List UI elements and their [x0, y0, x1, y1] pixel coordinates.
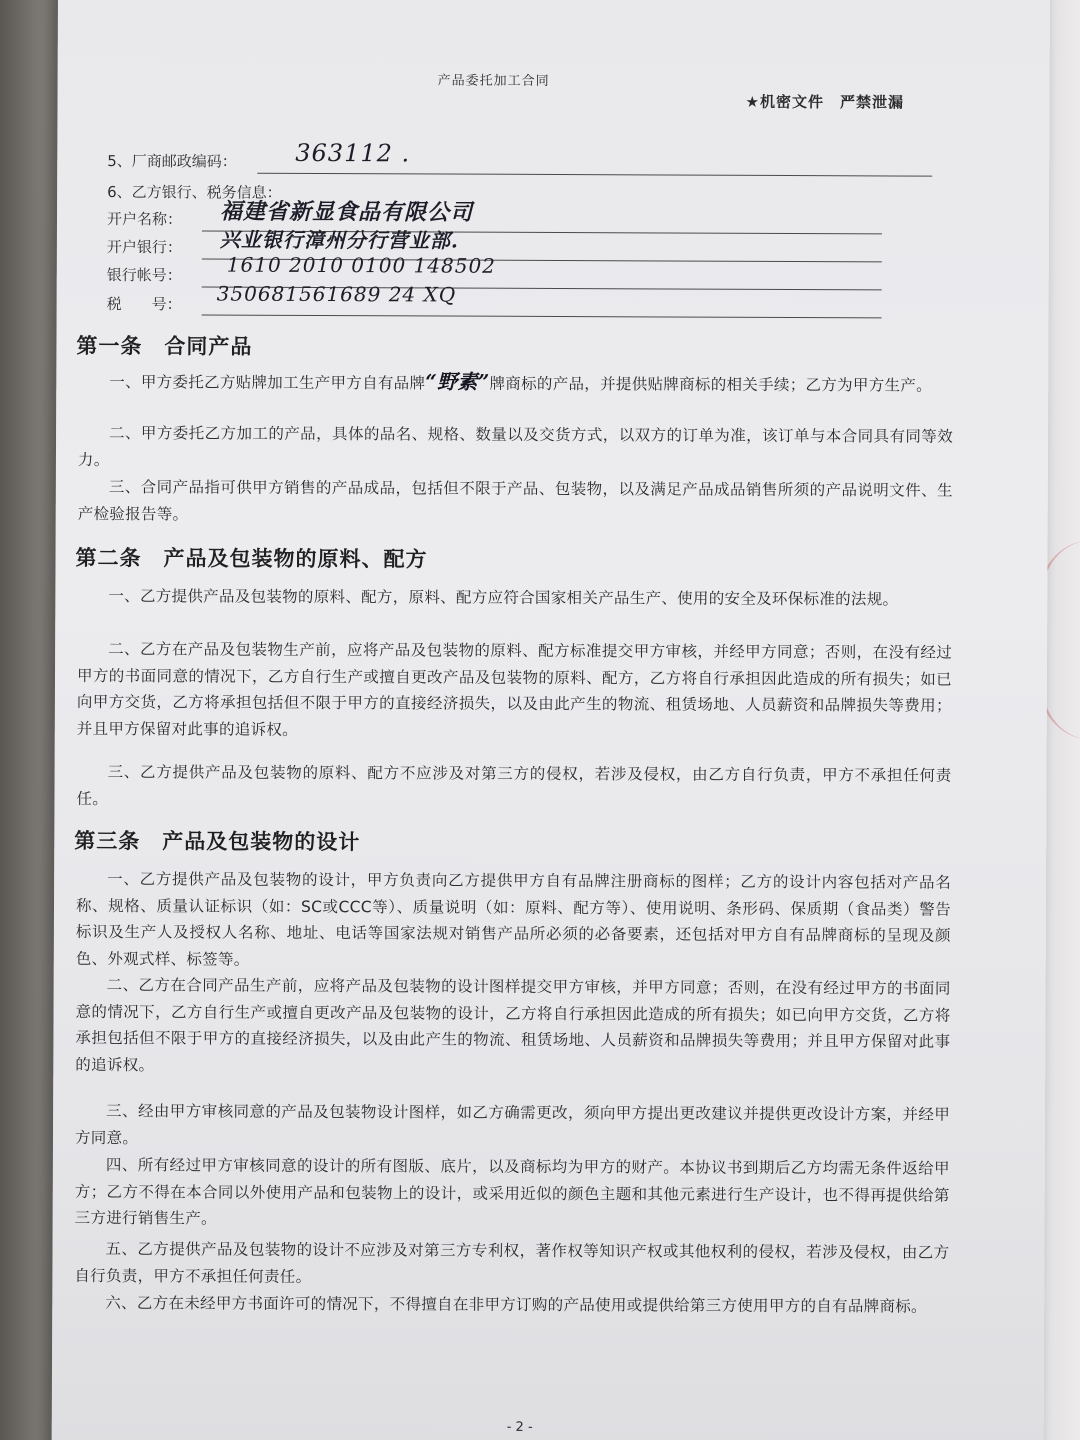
confidential-mark: ★机密文件 严禁泄漏 — [745, 92, 905, 112]
section-2-paragraph-2: 二、乙方在产品及包装物生产前，应将产品及包装物的原料、配方标准提交甲方审核，并经甲方同意；否则，在没有经过甲方的书面同意的情况下，乙方自行生产或擅自更改产品及包装物的原料、配方，乙方将自行承担因此造成的所有损失；如已向甲方交货，乙方将承担包括但不限于甲方的直接经济损失，以及由此产生的物流、租赁场地、人员薪资和品牌损失等费用；并且甲方保留对此事的追诉权。 — [76, 640, 953, 739]
section-3-paragraph-5: 五、乙方提供产品及包装物的设计不应涉及对第三方专利权，著作权等知识产权或其他权利的侵权，若涉及侵权，由乙方自行负责，甲方不承担任何责任。 — [74, 1240, 950, 1286]
bank-tax-heading: 6、乙方银行、税务信息： — [107, 183, 282, 202]
section-3-title: 第三条 产品及包装物的设计 — [74, 828, 361, 855]
postcode-value: 363112 . — [295, 138, 411, 168]
bank-label: 开户银行： — [106, 238, 182, 257]
account-name-label: 开户名称： — [106, 210, 183, 229]
section-1-paragraph-2: 二、甲方委托乙方加工的产品，具体的品名、规格、数量以及交货方式，以双方的订单为准，该订单与本合同具有同等效力。 — [77, 424, 954, 469]
tax-id-label: 税 号： — [106, 295, 182, 314]
section-3-paragraph-4: 四、所有经过甲方审核同意的设计的所有图版、底片，以及商标均为甲方的财产。本协议书到期后乙方均需无条件返给甲方；乙方不得在本合同以外使用产品和包装物上的设计，或采用近似的颜色主题和其他元素进行生产设计，也不得再提供给第三方进行销售生产。 — [74, 1156, 950, 1228]
tax-id-underline — [202, 314, 882, 318]
postcode-label: 5、厂商邮政编码： — [107, 152, 237, 171]
account-name-value: 福建省新显食品有限公司 — [219, 198, 474, 226]
section-3-paragraph-6: 六、乙方在未经甲方书面许可的情况下，不得擅自在非甲方订购的产品使用或提供给第三方使用甲方的自有品牌商标。 — [105, 1294, 927, 1316]
section-3-paragraph-1: 一、乙方提供产品及包装物的设计，甲方负责向乙方提供甲方自有品牌注册商标的图样；乙方的设计内容包括对产品名称、规格、质量认证标识（如：SC或CCC等）、质量说明（如：原料、配方等）、使用说明、条形码、保质期（食品类）警告标识及生产人及授权人名称、地址、电话等国家法规对销售产品所必须的必备要素，还包括对甲方自有品牌商标的呈现及颜色、外观式样、标签等。 — [75, 870, 952, 969]
postcode-row — [107, 150, 237, 172]
section-1-paragraph-1 — [78, 367, 953, 399]
account-number-value: 1610 2010 0100 148502 — [226, 252, 496, 278]
page-number: - 2 - — [506, 1419, 533, 1435]
section-3-paragraph-3: 三、经由甲方审核同意的产品及包装物设计图样，如乙方确需更改，须向甲方提出更改建议并提供更改设计方案，并经甲方同意。 — [74, 1102, 951, 1147]
section-1-title: 第一条 合同产品 — [76, 333, 253, 359]
tax-id-value: 350681561689 24 XQ — [216, 281, 457, 307]
section-2-paragraph-1: 一、乙方提供产品及包装物的原料、配方，原料、配方应符合国家相关产品生产、使用的安全及环保标准的法规。 — [108, 587, 899, 609]
section-2-paragraph-3: 三、乙方提供产品及包装物的原料、配方不应涉及对第三方的侵权，若涉及侵权，由乙方自行负责，甲方不承担任何责任。 — [76, 763, 952, 808]
section-1-paragraph-3: 三、合同产品指可供甲方销售的产品成品，包括但不限于产品、包装物，以及满足产品成品销售所须的产品说明文件、生产检验报告等。 — [77, 478, 953, 523]
postcode-underline — [257, 173, 932, 177]
section-2-title: 第二条 产品及包装物的原料、配方 — [75, 545, 428, 572]
section-1-paragraph-1-before: 一、甲方委托乙方贴牌加工生产甲方自有品牌 — [109, 373, 426, 393]
brand-name-handwritten: “野素” — [425, 369, 490, 394]
page-header-title: 产品委托加工合同 — [437, 73, 550, 89]
section-1-paragraph-1-after: 牌商标的产品，并提供贴牌商标的相关手续；乙方为甲方生产。 — [489, 374, 932, 395]
account-number-label: 银行帐号： — [106, 266, 182, 285]
contract-page — [52, 0, 1050, 1440]
bank-value: 兴业银行漳州分行营业部. — [219, 227, 459, 253]
section-3-paragraph-2: 二、乙方在合同产品生产前，应将产品及包装物的设计图样提交甲方审核，并甲方同意；否则，在没有经过甲方的书面同意的情况下，乙方自行生产或擅自更改产品及包装物的设计，乙方将自行承担因此造成的所有损失；如已向甲方交货，乙方将承担包括但不限于甲方的直接经济损失，以及由此产生的物流、租赁场地、人员薪资和品牌损失等费用；并且甲方保留对此事的追诉权。 — [75, 976, 951, 1074]
